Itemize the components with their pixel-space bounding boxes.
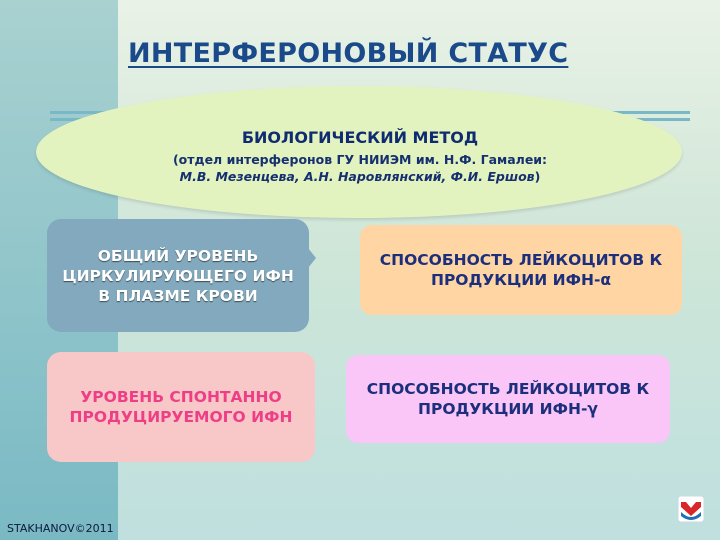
closing-paren: ): [534, 169, 541, 184]
slide-title: ИНТЕРФЕРОНОВЫЙ СТАТУС: [128, 38, 569, 69]
alpha-production-label: СПОСОБНОСТЬ ЛЕЙКОЦИТОВ К ПРОДУКЦИИ ИФН-α: [379, 251, 663, 289]
gamma-production-box: [346, 355, 670, 443]
spontaneous-level-box: [47, 352, 315, 462]
authors: М.В. Мезенцева, А.Н. Наровлянский, Ф.И. Ершов: [179, 169, 535, 184]
university-logo-icon: [676, 494, 706, 524]
department-prefix: (отдел интерферонов ГУ НИИЭМ им. Н.Ф. Гамалеи:: [172, 152, 548, 167]
method-title: БИОЛОГИЧЕСКИЙ МЕТОД: [241, 128, 479, 147]
spontaneous-level-label: УРОВЕНЬ СПОНТАННО ПРОДУЦИРУЕМОГО ИФН: [69, 388, 293, 426]
gamma-production-label: СПОСОБНОСТЬ ЛЕЙКОЦИТОВ К ПРОДУКЦИИ ИФН-γ: [366, 380, 650, 418]
plasma-level-label: ОБЩИЙ УРОВЕНЬ ЦИРКУЛИРУЮЩЕГО ИФН В ПЛАЗМЕ КРОВИ: [62, 246, 294, 305]
footer-copyright: STAKHANOV©2011: [7, 522, 114, 535]
department-note: [60, 151, 660, 185]
plasma-level-box: [47, 219, 309, 332]
alpha-production-box: [360, 225, 682, 315]
